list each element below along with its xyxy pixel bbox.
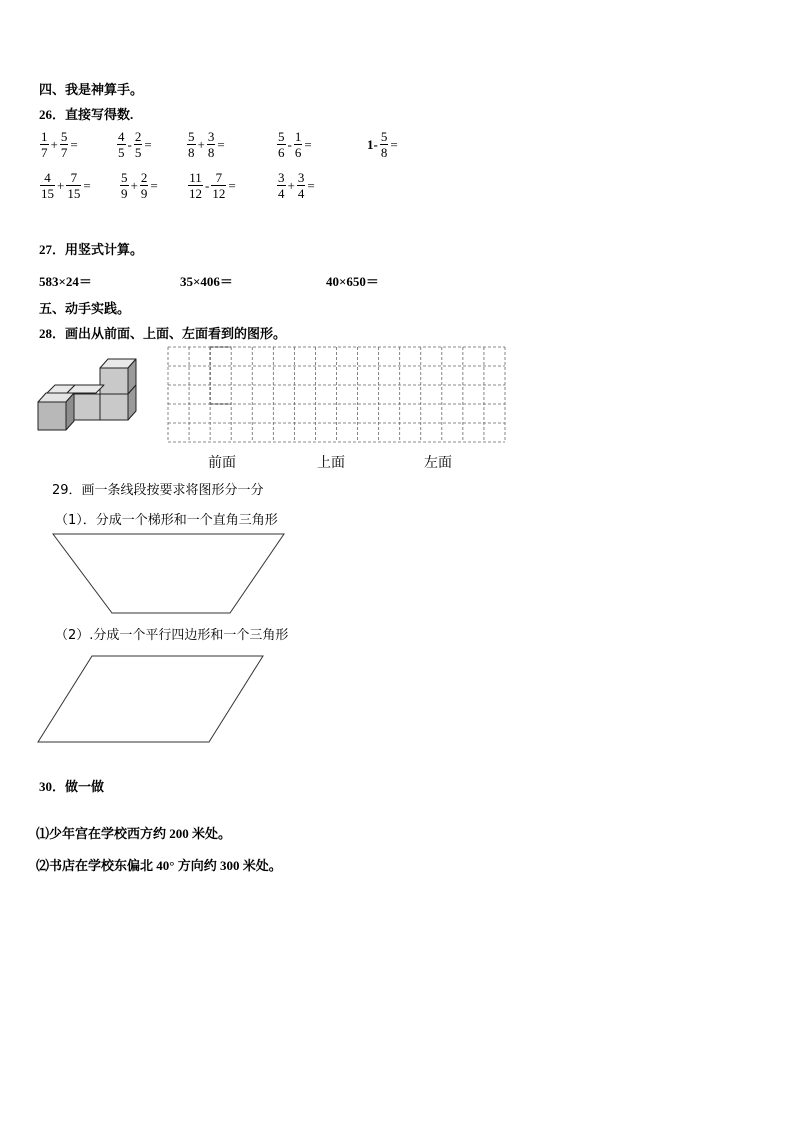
- denominator: 12: [212, 186, 226, 201]
- equals-sign: =: [228, 177, 236, 193]
- operator: +: [57, 177, 65, 193]
- operator: -: [205, 177, 210, 193]
- denominator: 5: [134, 145, 142, 160]
- numerator: 1: [41, 129, 48, 144]
- operator: +: [197, 136, 205, 152]
- q28-title: 28．画出从前面、上面、左面看到的图形。: [39, 326, 287, 341]
- q30-item1: ⑴少年宫在学校西方约 200 米处。: [36, 826, 232, 841]
- operator: +: [130, 177, 138, 193]
- denominator: 8: [380, 145, 388, 160]
- numerator: 7: [215, 170, 223, 185]
- numerator: 3: [297, 170, 305, 185]
- equals-sign: =: [390, 136, 398, 152]
- operator: -: [287, 136, 292, 152]
- q30-item2: ⑵书店在学校东偏北 40° 方向约 300 米处。: [36, 858, 282, 873]
- denominator: 6: [294, 145, 302, 160]
- equals-sign: =: [217, 136, 225, 152]
- denominator: 12: [189, 186, 202, 201]
- operator: +: [287, 177, 295, 193]
- denominator: 8: [207, 145, 215, 160]
- equals-sign: =: [307, 177, 315, 193]
- equals-sign: =: [70, 136, 78, 152]
- denominator: 5: [118, 145, 125, 160]
- denominator: 9: [121, 186, 128, 201]
- q27-problem-3: 40×650＝: [326, 274, 379, 289]
- q27-problem-2: 35×406＝: [180, 274, 233, 289]
- denominator: 4: [278, 186, 285, 201]
- denominator: 7: [60, 145, 68, 160]
- denominator: 9: [140, 186, 148, 201]
- section-4-title: 四、我是神算手。: [39, 82, 144, 97]
- q29-part1: （1）．分成一个梯形和一个直角三角形: [55, 513, 278, 528]
- q29-title: 29．画一条线段按要求将图形分一分: [52, 483, 264, 498]
- denominator: 7: [41, 145, 48, 160]
- grid-label-top: 上面: [317, 455, 345, 471]
- q26-title: 26．直接写得数.: [39, 107, 134, 122]
- equals-sign: =: [83, 177, 91, 193]
- numerator: 5: [121, 170, 128, 185]
- denominator: 15: [67, 186, 81, 201]
- numerator: 5: [188, 129, 195, 144]
- numerator: 3: [207, 129, 215, 144]
- q27-title: 27．用竖式计算。: [39, 242, 144, 257]
- numerator: 1: [294, 129, 302, 144]
- numerator: 5: [60, 129, 68, 144]
- numerator: 5: [278, 129, 285, 144]
- numerator: 11: [189, 170, 202, 185]
- denominator: 4: [297, 186, 305, 201]
- numerator: 5: [380, 129, 388, 144]
- equals-sign: =: [304, 136, 312, 152]
- denominator: 8: [188, 145, 195, 160]
- q30-title: 30．做一做: [39, 779, 105, 794]
- denominator: 15: [41, 186, 54, 201]
- numerator: 4: [44, 170, 51, 185]
- operator: -: [127, 136, 132, 152]
- equals-sign: =: [150, 177, 158, 193]
- q27-problem-1: 583×24＝: [39, 274, 92, 289]
- operator: +: [50, 136, 58, 152]
- whole-number: 1-: [367, 136, 378, 152]
- denominator: 6: [278, 145, 285, 160]
- grid-label-front: 前面: [208, 455, 236, 471]
- q29-part2: （2）.分成一个平行四边形和一个三角形: [55, 628, 289, 643]
- numerator: 2: [134, 129, 142, 144]
- numerator: 3: [278, 170, 285, 185]
- numerator: 7: [70, 170, 78, 185]
- equals-sign: =: [144, 136, 152, 152]
- grid-label-left: 左面: [424, 455, 452, 471]
- numerator: 4: [118, 129, 125, 144]
- section-5-title: 五、动手实践。: [39, 301, 131, 316]
- numerator: 2: [140, 170, 148, 185]
